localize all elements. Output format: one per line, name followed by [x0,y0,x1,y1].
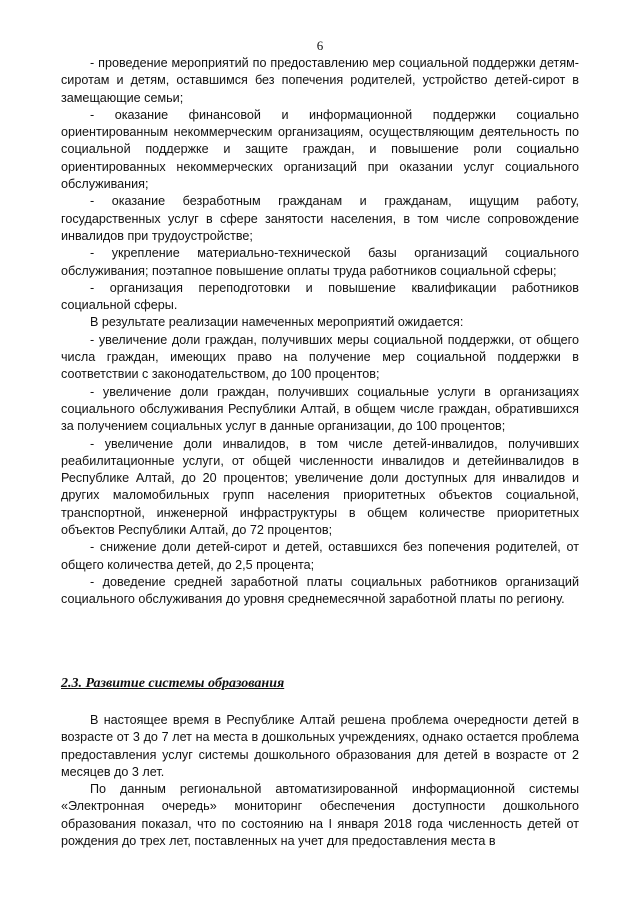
paragraph: - проведение мероприятий по предоставлению мер социальной поддержки детям-сиротам и детям, оставшимся без попечения родителей, устройство детей-сирот в замещающие семьи; [61,56,579,105]
section-heading-text: 2.3. Развитие системы образования [61,676,285,691]
paragraph: - увеличение доли граждан, получивших меры социальной поддержки, от общего числа граждан, имеющих право на получение мер социальной поддержки в соответствии с законодательством, до 100 процентов; [61,332,579,382]
paragraph: - организация переподготовки и повышение квалификации работников социальной сферы. [61,280,579,313]
paragraph: - доведение средней заработной платы социальных работников организаций социального обслуживания до уровня среднемесячной заработной платы по региону. [61,574,579,607]
section-body [61,712,579,850]
paragraph: - оказание финансовой и информационной поддержки социально ориентированным некоммерческим организациям, осуществляющим деятельность по социальной поддержке и защите граждан, и повышение роли социально ориентированных некоммерческих организаций при оказании услуг социального обслуживания; [61,107,579,192]
paragraph: - снижение доли детей-сирот и детей, оставшихся без попечения родителей, от общего количества детей, до 2,5 процента; [61,540,579,572]
paragraph: - укрепление материально-технической базы организаций социального обслуживания; поэтапное повышение оплаты труда работников социальной сферы; [61,246,579,278]
paragraph: - оказание безработным гражданам и гражданам, ищущим работу, государственных услуг в сфере занятости населения, в том числе сопровождение инвалидов при трудоустройстве; [61,194,579,243]
paragraph: - увеличение доли граждан, получивших социальные услуги в организациях социального обслуживания Республики Алтай, в общем числе граждан, обратившихся за получением социальных услуг в данные организации, до 100 процентов; [61,384,579,434]
body-text [61,55,579,609]
paragraph: - увеличение доли инвалидов, в том числе детей-инвалидов, получивших реабилитационные услуги, от общей численности инвалидов и детейинвалидов в Республике Алтай, до 20 процентов; увеличение доли доступных для инвалидов и других маломобильных групп населения приоритетных объектов социальной, транспортной, инженерной инфраструктуры в общем количестве приоритетных объектов Республики Алтай, до 72 процентов; [61,436,579,538]
paragraph: По данным региональной автоматизированной информационной системы «Электронная очередь» мониторинг обеспечения доступности дошкольного образования показал, что по состоянию на I января 2018 года численность детей от рождения до трех лет, поставленных на учет для предоставления места в [61,782,579,849]
paragraph: В результате реализации намеченных мероприятий ожидается: [90,315,464,330]
section-heading [61,675,579,693]
paragraph: В настоящее время в Республике Алтай решена проблема очередности детей в возрасте от 3 до 7 лет на места в дошкольных учреждениях, однако остается проблема предоставления услуг системы дошкольного образования для детей в возрасте от 2 месяцев до 3 лет. [61,713,579,779]
page-number: 6 [316,38,324,53]
